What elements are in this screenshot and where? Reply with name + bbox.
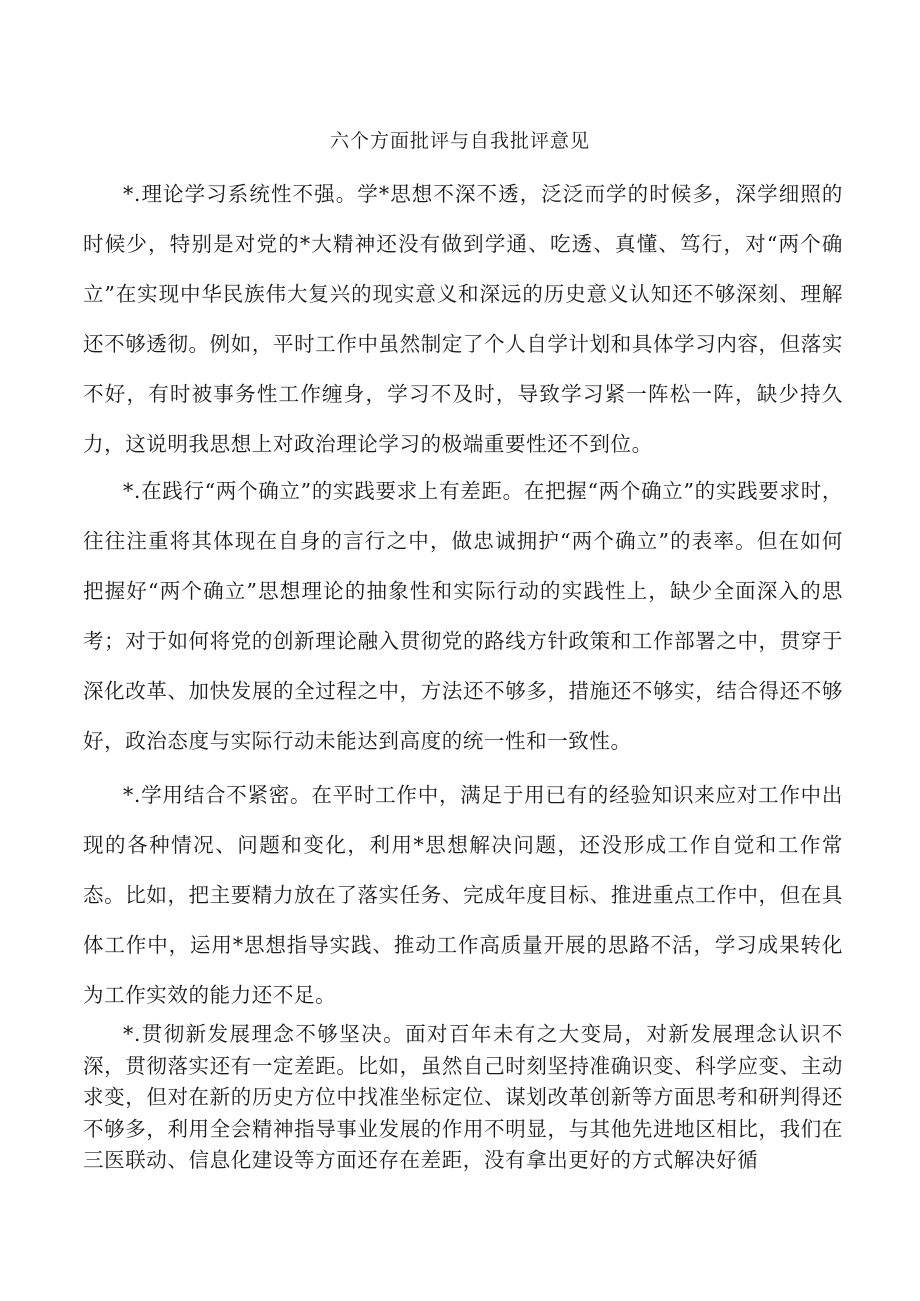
paragraph-new-development-concept: *.贯彻新发展理念不够坚决。面对百年未有之大变局，对新发展理念认识不深，贯彻落实还有一定差距。比如，虽然自己时刻坚持准确识变、科学应变、主动求变，但对在新的历史方位中找准坐标定位、谋划改革创新等方面思考和研判得还不够多，利用全会精神指导事业发展的作用不明显，与其他先进地区相比，我们在三医联动、信息化建设等方面还存在差距，没有拿出更好的方式解决好循 <box>83 1022 843 1172</box>
document-title: 六个方面批评与自我批评意见 <box>329 130 590 152</box>
paragraph-theory-study: *.理论学习系统性不强。学*思想不深不透，泛泛而学的时候多，深学细照的时候少，特别是对党的*大精神还没有做到学通、吃透、真懂、笃行，对“两个确立”在实现中华民族伟大复兴的现实意义和深远的历史意义认知还不够深刻、理解还不够透彻。例如，平时工作中虽然制定了个人自学计划和具体学习内容，但落实不好，有时被事务性工作缠身，学习不及时，导致学习紧一阵松一阵，缺少持久力，这说明我思想上对政治理论学习的极端重要性还不到位。 <box>83 182 843 456</box>
paragraph-study-application: *.学用结合不紧密。在平时工作中，满足于用已有的经验知识来应对工作中出现的各种情况、问题和变化，利用*思想解决问题，还没形成工作自觉和工作常态。比如，把主要精力放在了落实任务、完成年度目标、推进重点工作中，但在具体工作中，运用*思想指导实践、推动工作高质量开展的思路不活，学习成果转化为工作实效的能力还不足。 <box>83 783 843 1007</box>
paragraph-two-establishments: *.在践行“两个确立”的实践要求上有差距。在把握“两个确立”的实践要求时，往往注重将其体现在自身的言行之中，做忠诚拥护“两个确立”的表率。但在如何把握好“两个确立”思想理论的抽象性和实际行动的实践性上，缺少全面深入的思考；对于如何将党的创新理论融入贯彻党的路线方针政策和工作部署之中，贯穿于深化改革、加快发展的全过程之中，方法还不够多，措施还不够实，结合得还不够好，政治态度与实际行动未能达到高度的统一性和一致性。 <box>83 479 843 753</box>
